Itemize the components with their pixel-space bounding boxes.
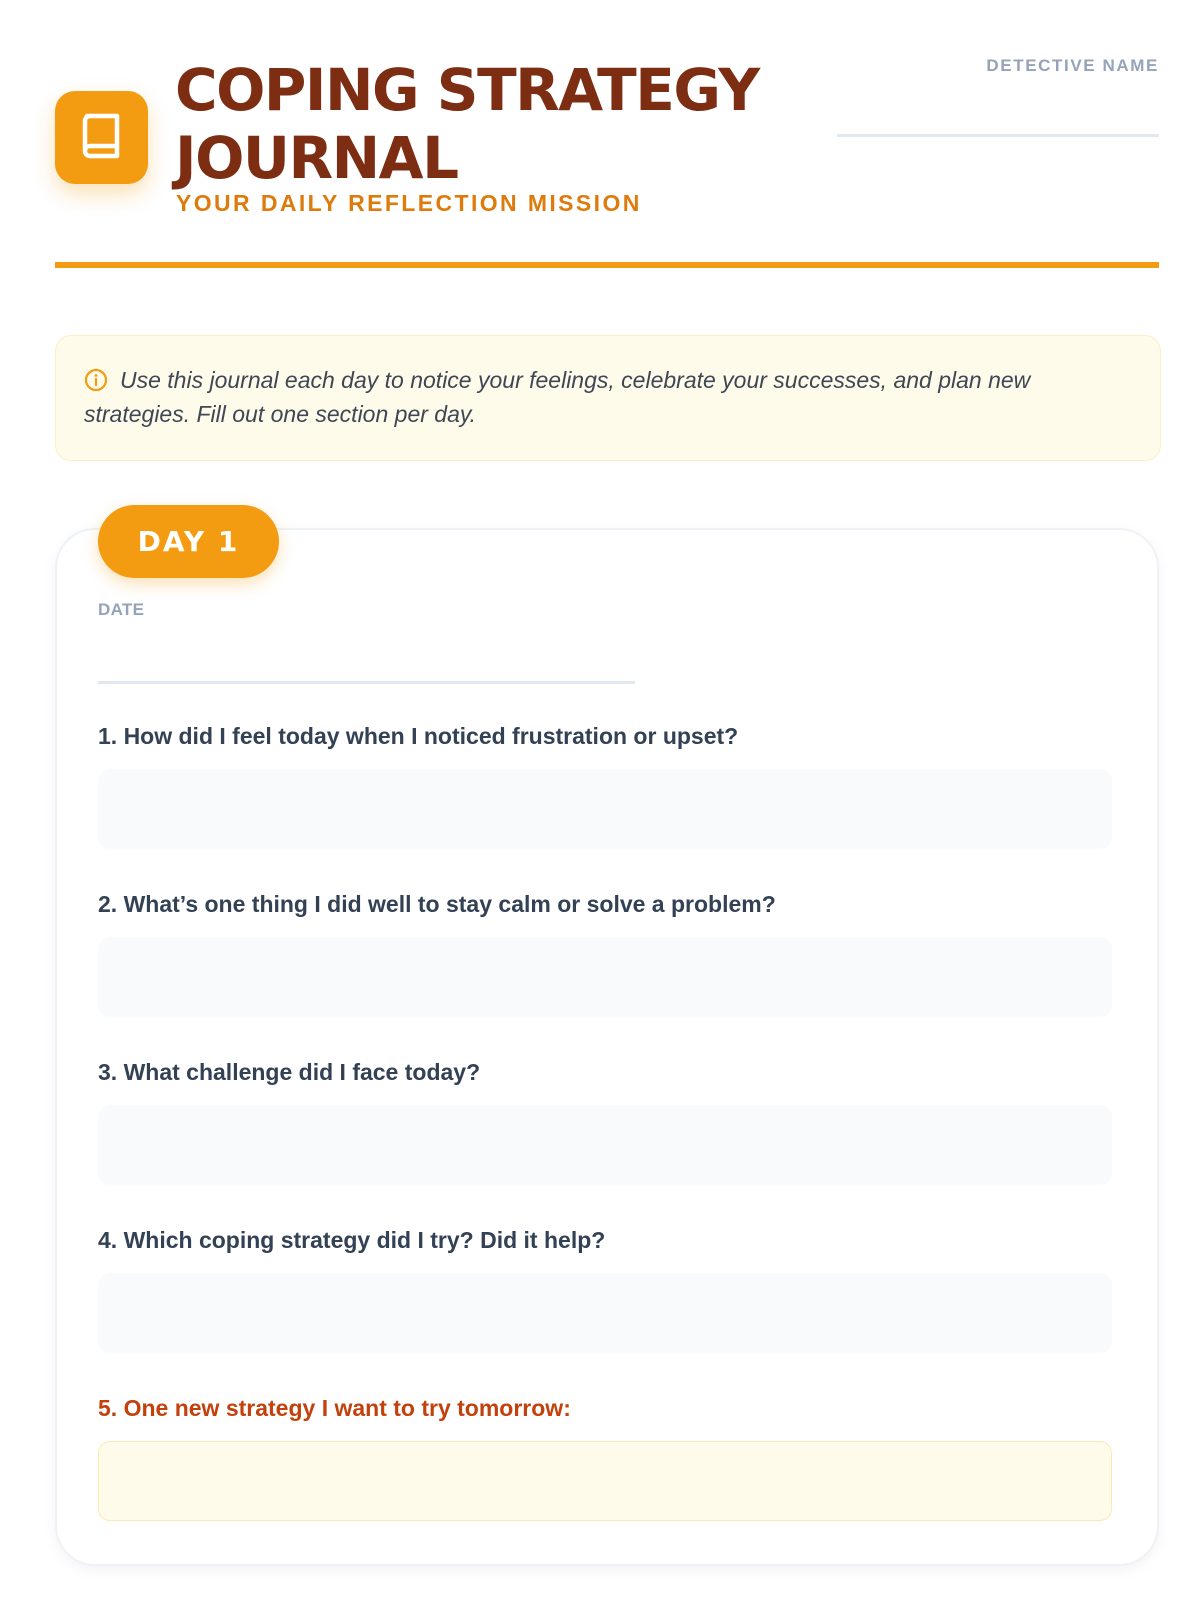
journal-page	[55, 0, 1159, 1600]
detective-name-label: DETECTIVE NAME	[986, 56, 1159, 75]
logo-badge	[55, 91, 148, 184]
date-field[interactable]	[98, 681, 635, 684]
question-2-label: 2. What’s one thing I did well to stay calm or solve a problem?	[98, 891, 776, 917]
header-divider	[55, 262, 1159, 268]
detective-name-field[interactable]	[837, 134, 1159, 137]
question-4-label: 4. Which coping strategy did I try? Did it help?	[98, 1227, 606, 1253]
journal-header	[55, 0, 1159, 270]
page-title: COPING STRATEGY JOURNAL	[175, 56, 759, 192]
day-badge: DAY 1	[98, 505, 279, 578]
page-subtitle: YOUR DAILY REFLECTION MISSION	[176, 190, 642, 216]
info-icon	[84, 368, 108, 392]
book-icon	[79, 112, 125, 164]
question-1-label: 1. How did I feel today when I noticed frustration or upset?	[98, 723, 739, 749]
instructions-banner	[55, 335, 1161, 461]
question-5-label: 5. One new strategy I want to try tomorrow:	[98, 1395, 571, 1421]
question-4-answer-box[interactable]	[98, 1273, 1112, 1353]
question-3-label: 3. What challenge did I face today?	[98, 1059, 481, 1085]
question-3-answer-box[interactable]	[98, 1105, 1112, 1185]
question-5-answer-box[interactable]	[98, 1441, 1112, 1521]
instructions-text: Use this journal each day to notice your feelings, celebrate your successes, and plan new strategies. Fill out one section per day.	[84, 367, 1031, 427]
question-2-answer-box[interactable]	[98, 937, 1112, 1017]
date-label: DATE	[98, 600, 145, 619]
question-1-answer-box[interactable]	[98, 769, 1112, 849]
